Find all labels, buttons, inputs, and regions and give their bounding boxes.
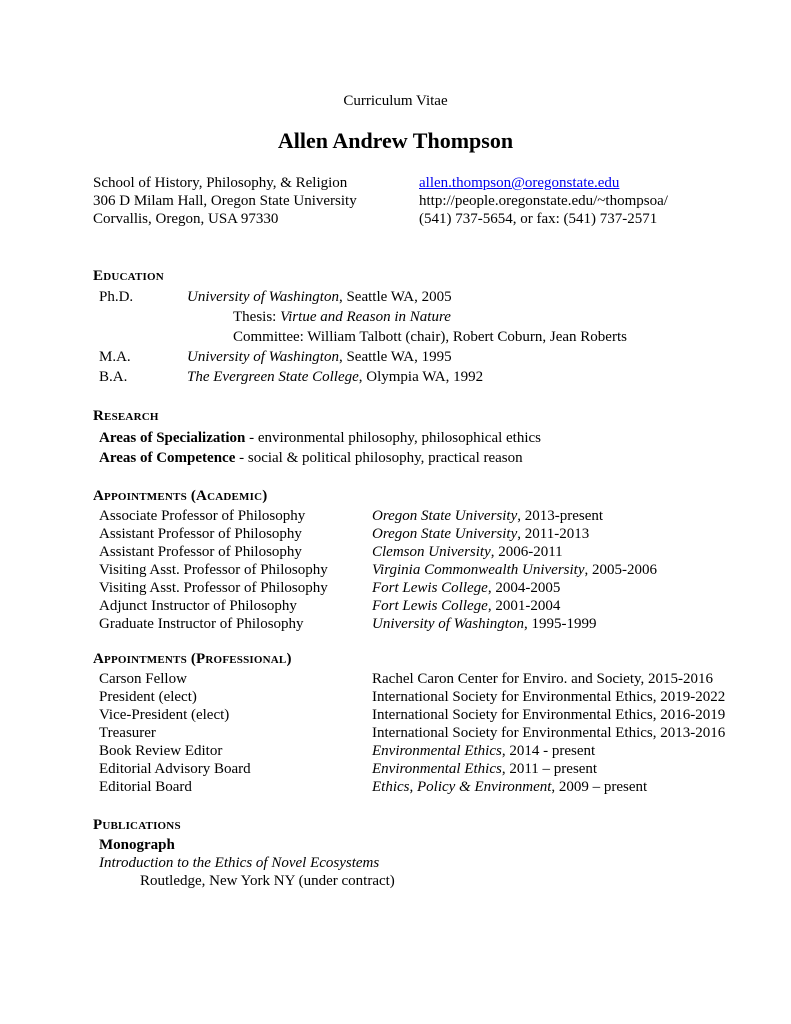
- institution-detail: , Seattle WA, 1995: [338, 349, 452, 365]
- appointment-title: Assistant Professor of Philosophy: [99, 544, 302, 560]
- specialization-label: Areas of Specialization: [99, 430, 246, 446]
- email-link[interactable]: allen.thompson@oregonstate.edu: [419, 175, 620, 191]
- committee: Committee: William Talbott (chair), Robert Coburn, Jean Roberts: [233, 329, 627, 345]
- education-heading: Education: [93, 268, 164, 284]
- appointment-row: [99, 670, 725, 688]
- thesis-title: Virtue and Reason in Nature: [280, 309, 451, 325]
- publications-heading: Publications: [93, 817, 181, 833]
- appointment-row: [99, 706, 725, 724]
- appointment-institution: Clemson University: [372, 544, 491, 560]
- education-row: [99, 347, 627, 367]
- appointment-title: Carson Fellow: [99, 671, 187, 687]
- appointment-row: [99, 579, 657, 597]
- contact-info: [419, 174, 668, 228]
- appointment-title: President (elect): [99, 689, 197, 705]
- phone-text: (541) 737-5654, or fax: (541) 737-2571: [419, 211, 658, 227]
- appointment-row: [99, 507, 657, 525]
- appointment-years: , 1995-1999: [523, 616, 597, 632]
- appointment-years: , 2009 – present: [551, 779, 648, 795]
- research-areas: [99, 428, 541, 468]
- appointment-years: , 2004-2005: [487, 580, 561, 596]
- appointment-institution: Virginia Commonwealth University: [372, 562, 585, 578]
- author-name: Allen Andrew Thompson: [277, 128, 514, 153]
- degree: M.A.: [99, 349, 131, 365]
- degree: B.A.: [99, 369, 128, 385]
- appointment-title: Vice-President (elect): [99, 707, 230, 723]
- appointment-title: Book Review Editor: [99, 743, 223, 759]
- appointments-academic-list: [99, 507, 657, 633]
- institution: The Evergreen State College: [187, 369, 359, 385]
- publications-list: [99, 836, 395, 890]
- journal-name: Environmental Ethics: [372, 761, 502, 777]
- monograph-label: Monograph: [99, 837, 175, 853]
- appointment-row: [99, 597, 657, 615]
- appointment-row: [99, 543, 657, 561]
- appointment-row: [99, 760, 725, 778]
- document-label: Curriculum Vitae: [343, 93, 448, 109]
- appointment-institution: Oregon State University: [372, 508, 518, 524]
- appointment-title: Editorial Advisory Board: [99, 761, 251, 777]
- website-text: http://people.oregonstate.edu/~thompsoa/: [419, 193, 668, 209]
- appointment-title: Assistant Professor of Philosophy: [99, 526, 302, 542]
- specialization-value: - environmental philosophy, philosophical ethics: [245, 430, 542, 446]
- appointment-organization: International Society for Environmental Ethics, 2016-2019: [372, 707, 726, 723]
- appointment-title: Treasurer: [99, 725, 156, 741]
- appointments-academic-heading: Appointments (Academic): [93, 488, 268, 504]
- journal-name: Ethics, Policy & Environment: [372, 779, 552, 795]
- appointment-row: [99, 778, 725, 796]
- appointment-title: Visiting Asst. Professor of Philosophy: [99, 562, 328, 578]
- appointment-row: [99, 742, 725, 760]
- competence-label: Areas of Competence: [99, 450, 236, 466]
- monograph-publisher: Routledge, New York NY (under contract): [140, 873, 395, 889]
- education-row: [99, 367, 627, 387]
- institution-detail: , Olympia WA, 1992: [358, 369, 484, 385]
- monograph-title: Introduction to the Ethics of Novel Ecosystems: [99, 855, 380, 871]
- appointments-professional-list: [99, 670, 725, 796]
- address-line: Corvallis, Oregon, USA 97330: [93, 211, 279, 227]
- appointment-organization: Rachel Caron Center for Enviro. and Society, 2015-2016: [372, 671, 714, 687]
- appointment-institution: Fort Lewis College: [372, 580, 488, 596]
- appointment-title: Adjunct Instructor of Philosophy: [99, 598, 297, 614]
- appointment-title: Graduate Instructor of Philosophy: [99, 616, 304, 632]
- institution: University of Washington: [187, 349, 339, 365]
- competence-value: - social & political philosophy, practical reason: [235, 450, 523, 466]
- appointment-years: , 2005-2006: [584, 562, 657, 578]
- appointment-row: [99, 525, 657, 543]
- appointment-years: , 2011 – present: [501, 761, 598, 777]
- thesis-label: Thesis:: [233, 309, 281, 325]
- appointment-years: , 2013-present: [517, 508, 604, 524]
- address-line: School of History, Philosophy, & Religion: [93, 175, 348, 191]
- specialization-line: [99, 428, 541, 448]
- institution: University of Washington: [187, 289, 339, 305]
- competence-line: [99, 448, 541, 468]
- appointment-years: , 2001-2004: [487, 598, 561, 614]
- committee-row: [99, 327, 627, 347]
- address-line: 306 D Milam Hall, Oregon State University: [93, 193, 357, 209]
- appointment-title: Visiting Asst. Professor of Philosophy: [99, 580, 328, 596]
- journal-name: Environmental Ethics: [372, 743, 502, 759]
- appointment-organization: International Society for Environmental Ethics, 2013-2016: [372, 725, 726, 741]
- appointment-row: [99, 615, 657, 633]
- appointment-title: Editorial Board: [99, 779, 192, 795]
- appointment-years: , 2011-2013: [517, 526, 590, 542]
- appointment-organization: International Society for Environmental Ethics, 2019-2022: [372, 689, 726, 705]
- research-heading: Research: [93, 408, 159, 424]
- degree: Ph.D.: [99, 289, 134, 305]
- appointment-row: [99, 724, 725, 742]
- appointment-years: , 2006-2011: [490, 544, 563, 560]
- appointment-row: [99, 561, 657, 579]
- appointments-professional-heading: Appointments (Professional): [93, 651, 292, 667]
- appointment-years: , 2014 - present: [501, 743, 596, 759]
- thesis-row: [99, 307, 627, 327]
- institution-detail: , Seattle WA, 2005: [338, 289, 452, 305]
- appointment-institution: Fort Lewis College: [372, 598, 488, 614]
- appointment-institution: University of Washington: [372, 616, 524, 632]
- contact-address: [93, 174, 357, 228]
- appointment-institution: Oregon State University: [372, 526, 518, 542]
- appointment-row: [99, 688, 725, 706]
- appointment-title: Associate Professor of Philosophy: [99, 508, 306, 524]
- education-table: [99, 287, 627, 387]
- education-row: [99, 287, 627, 307]
